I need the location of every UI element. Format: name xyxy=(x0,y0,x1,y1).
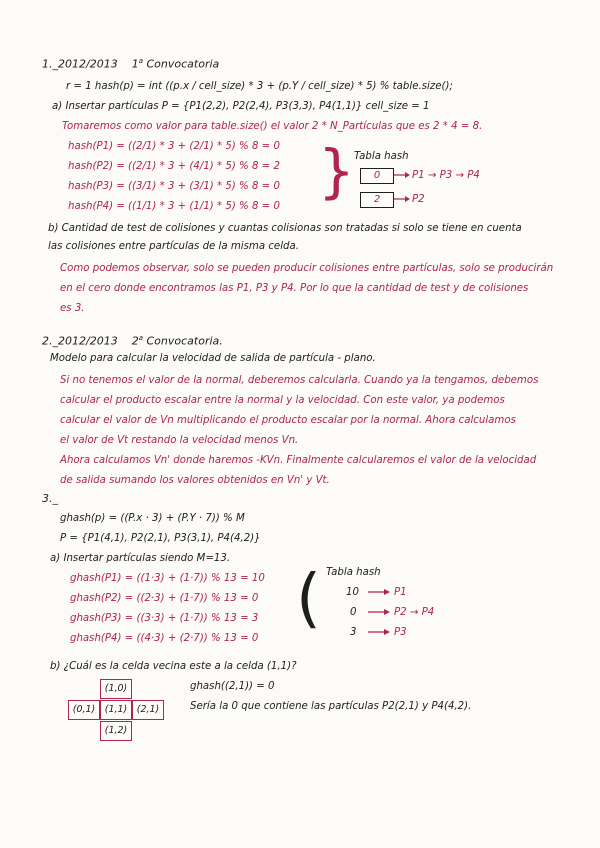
s3-eq-1: ghash(P1) = ((1·3) + (1·7)) % 13 = 10 xyxy=(70,573,265,584)
s1-eq-3: hash(P3) = ((3/1) * 3 + (3/1) * 5) % 8 = 0 xyxy=(68,181,280,192)
s3-table-chain-0: P2 → P4 xyxy=(394,607,435,618)
s2-line-5: Ahora calculamos Vn' donde haremos -KVn. Finalmente calcularemos el valor de la velocidad xyxy=(60,455,537,466)
s1-b-answer-3: es 3. xyxy=(60,303,85,314)
s2-line-3: calcular el valor de Vn multiplicando el producto escalar por la normal. Ahora calculamos xyxy=(60,415,516,426)
neighbor-grid xyxy=(68,679,188,741)
s3-table-chain-10: P1 xyxy=(394,587,407,598)
s1-eq-2: hash(P2) = ((2/1) * 3 + (4/1) * 5) % 8 = 2 xyxy=(68,161,280,172)
s1-table-chain-0: P1 → P3 → P4 xyxy=(412,170,480,181)
s1-a-label: a) Insertar partículas P = {P1(2,2), P2(2,4), P3(3,3), P4(1,1)} cell_size = 1 xyxy=(52,101,430,112)
grid-cell-right: (2,1) xyxy=(132,700,164,720)
s1-b-line-1: b) Cantidad de test de colisiones y cuantas colisionas son tratadas si solo se tiene en cuenta xyxy=(48,223,522,234)
s1-heading-conv: Convocatoria xyxy=(146,57,220,71)
s3-table-title: Tabla hash xyxy=(326,567,381,578)
s3-table-chain-3: P3 xyxy=(394,627,407,638)
s3-table-arrow-3 xyxy=(368,632,390,634)
s1-table-key-2: 2 xyxy=(360,192,394,208)
s3-b-eq: ghash((2,1)) = 0 xyxy=(190,681,275,692)
s2-line-6: de salida sumando los valores obtenidos en Vn' y Vt. xyxy=(60,475,330,486)
s3-table-arrow-0 xyxy=(368,612,390,614)
s3-hash-line: ghash(p) = ((P.x · 3) + (P.Y · 7)) % M xyxy=(60,513,245,524)
s3-eq-3: ghash(P3) = ((3·3) + (1·7)) % 13 = 3 xyxy=(70,613,259,624)
s3-table-key-3: 3 xyxy=(350,627,357,638)
s1-table-arrow-2 xyxy=(394,199,410,201)
s1-eq-1: hash(P1) = ((2/1) * 3 + (2/1) * 5) % 8 = 0 xyxy=(68,141,280,152)
s3-a-label: a) Insertar partículas siendo M=13. xyxy=(50,553,231,564)
s2-line-1: Si no tenemos el valor de la normal, deberemos calcularla. Cuando ya la tengamos, debemos xyxy=(60,375,539,386)
s1-b-answer-2: en el cero donde encontramos las P1, P3 y P4. Por lo que la cantidad de test y de colisiones xyxy=(60,283,529,294)
s3-eq-4: ghash(P4) = ((4·3) + (2·7)) % 13 = 0 xyxy=(70,633,259,644)
s2-heading-ordinal: 2 xyxy=(131,334,139,348)
s2-line-4: el valor de Vt restando la velocidad menos Vn. xyxy=(60,435,299,446)
s1-heading-number: 1._2012/2013 xyxy=(42,57,118,71)
s3-brace: ( xyxy=(296,562,321,636)
s1-hash-line: r = 1 hash(p) = int ((p.x / cell_size) * 3 + (p.Y / cell_size) * 5) % table.size(); xyxy=(66,81,453,92)
s1-table-chain-2: P2 xyxy=(412,194,425,205)
s1-heading-sup: a xyxy=(138,57,143,65)
s1-a-note: Tomaremos como valor para table.size() el valor 2 * N_Partículas que es 2 * 4 = 8. xyxy=(62,121,483,132)
s3-table-key-10: 10 xyxy=(346,587,359,598)
s1-heading-ordinal: 1 xyxy=(131,57,139,71)
s3-table-key-0: 0 xyxy=(350,607,357,618)
s3-p-set: P = {P1(4,1), P2(2,1), P3(3,1), P4(4,2)} xyxy=(60,533,261,544)
s3-b-answer: Sería la 0 que contiene las partículas P2(2,1) y P4(4,2). xyxy=(190,701,472,712)
s1-table-arrow-0 xyxy=(394,175,410,177)
s2-heading-conv: Convocatoria. xyxy=(146,334,223,348)
grid-cell-left: (0,1) xyxy=(68,700,100,720)
s1-table-title: Tabla hash xyxy=(354,151,409,162)
grid-cell-center: (1,1) xyxy=(100,700,132,720)
s2-heading xyxy=(42,332,223,348)
grid-cell-top: (1,0) xyxy=(100,679,132,699)
s1-eq-4: hash(P4) = ((1/1) * 3 + (1/1) * 5) % 8 = 0 xyxy=(68,201,280,212)
s3-heading: 3._ xyxy=(42,492,58,505)
s1-heading xyxy=(42,55,219,71)
s1-b-line-2: las colisiones entre partículas de la misma celda. xyxy=(48,241,299,252)
s1-brace: } xyxy=(318,137,355,205)
s2-line-2: calcular el producto escalar entre la normal y la velocidad. Con este valor, ya podemos xyxy=(60,395,505,406)
s2-subtitle: Modelo para calcular la velocidad de salida de partícula - plano. xyxy=(50,353,376,364)
s3-table-arrow-10 xyxy=(368,592,390,594)
s2-heading-sup: a xyxy=(138,334,143,342)
grid-cell-bottom: (1,2) xyxy=(100,721,132,741)
s3-eq-2: ghash(P2) = ((2·3) + (1·7)) % 13 = 0 xyxy=(70,593,259,604)
s1-b-answer-1: Como podemos observar, solo se pueden producir colisiones entre partículas, solo se producirán xyxy=(60,263,554,274)
s2-heading-number: 2._2012/2013 xyxy=(42,334,118,348)
s1-table-key-0: 0 xyxy=(360,168,394,184)
s3-b-label: b) ¿Cuál es la celda vecina este a la celda (1,1)? xyxy=(50,661,297,672)
